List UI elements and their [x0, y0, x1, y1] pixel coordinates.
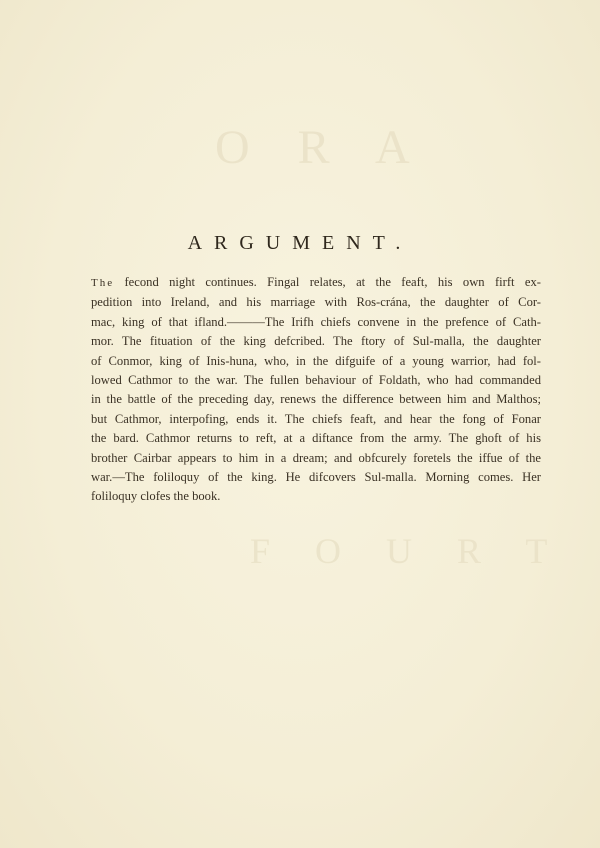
text-line: mor. The fituation of the king defcribed. The ftory of Sul-malla, the daughter: [91, 334, 541, 349]
text-line: mac, king of that ifland.———The Irifh chiefs convene in the prefence of Cath-: [91, 314, 541, 329]
text-line: of Conmor, king of Inis-huna, who, in the difguife of a young warrior, had fol-: [91, 353, 541, 368]
text-line: war.—The foliloquy of the king. He difcovers Sul-malla. Morning comes. Her: [91, 470, 541, 485]
text-line: the bard. Cathmor returns to reft, at a diftance from the army. The ghoft of his: [91, 431, 541, 446]
text-line: lowed Cathmor to the war. The fullen behaviour of Foldath, who had commanded: [91, 373, 541, 388]
argument-heading: ARGUMENT.: [187, 232, 413, 254]
text-line: pedition into Ireland, and his marriage with Ros-crána, the daughter of Cor-: [91, 295, 541, 310]
show-through-mark: F O U R T: [250, 531, 566, 571]
text-line: foliloquy clofes the book.: [91, 489, 221, 504]
text-line: in the battle of the preceding day, renews the difference between him and Malthos;: [91, 392, 541, 407]
text-line: brother Cairbar appears to him in a dream; and obfcurely foretels the iffue of the: [91, 450, 541, 465]
text-line: but Cathmor, interpofing, ends it. The chiefs feaft, and hear the fong of Fonar: [91, 411, 541, 426]
show-through-mark: O R A: [215, 121, 428, 174]
opening-small-caps: The: [91, 277, 115, 289]
text-line: The fecond night continues. Fingal relates, at the feaft, his own firft ex-: [91, 275, 541, 289]
argument-text: [91, 273, 541, 507]
